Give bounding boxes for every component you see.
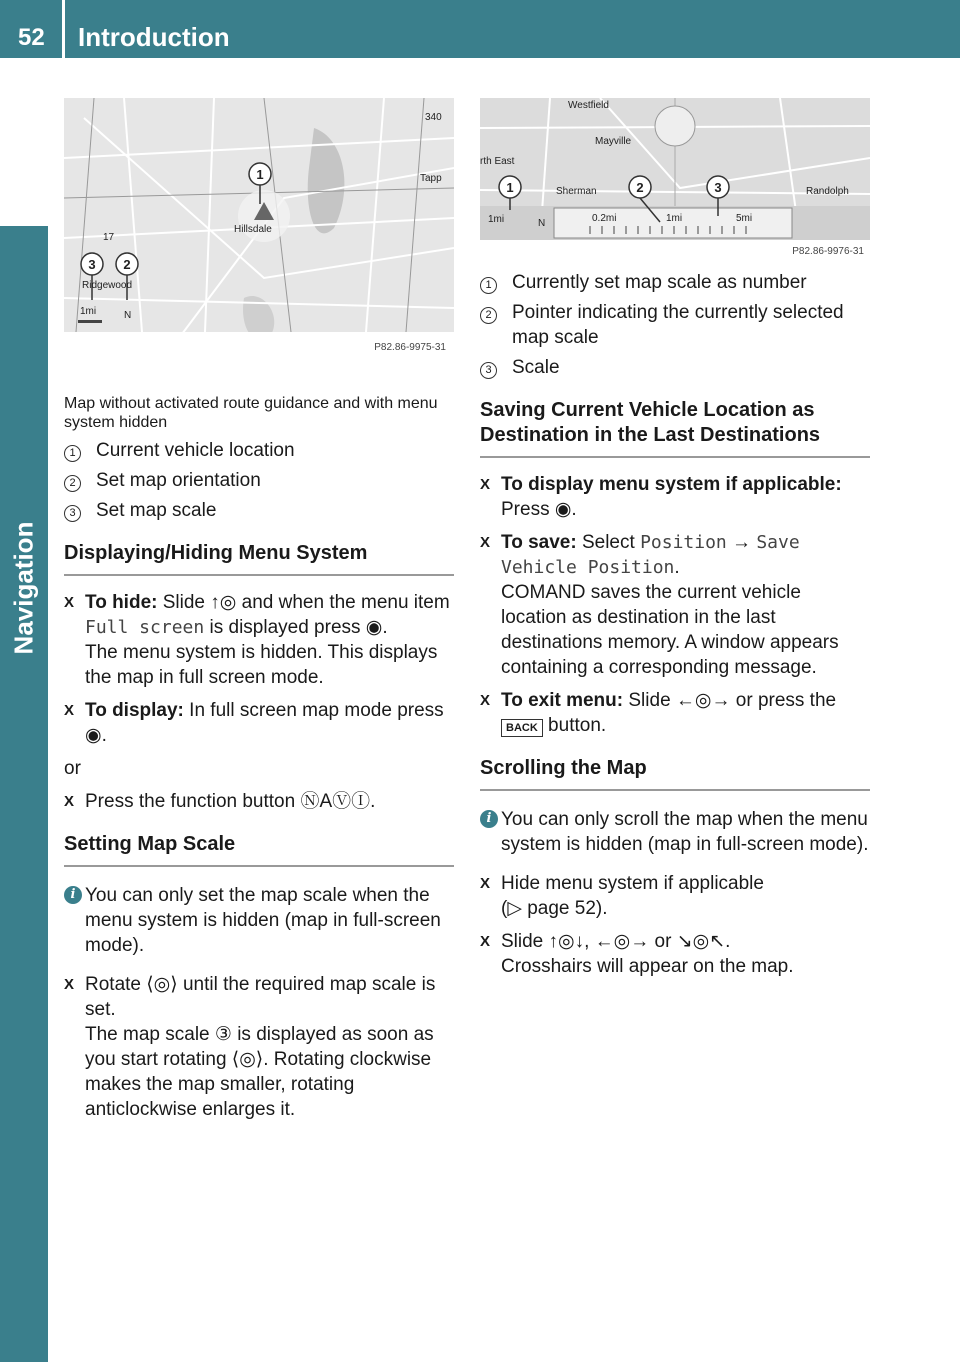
map-figure-2 bbox=[480, 98, 870, 260]
step-slide bbox=[480, 929, 870, 979]
legend-text: Set map scale bbox=[96, 500, 217, 521]
map-1-graphic bbox=[64, 98, 454, 358]
map-1-sign-340: 340 bbox=[425, 112, 442, 123]
map-2-place-sherman: Sherman bbox=[556, 186, 597, 197]
scrolling-steps bbox=[480, 871, 870, 979]
back-key-icon: BACK bbox=[501, 719, 543, 737]
step-lead: To display menu system if applicable: bbox=[501, 474, 842, 495]
section-title-map-scale: Setting Map Scale bbox=[64, 832, 454, 867]
menu-system-steps bbox=[64, 590, 454, 748]
map-2-place-westfield: Westfield bbox=[568, 100, 609, 111]
menu-item-text: Position bbox=[640, 532, 727, 553]
step-display bbox=[64, 698, 454, 748]
legend-item bbox=[64, 498, 454, 523]
step-text: Select bbox=[576, 532, 641, 553]
legend-number: 1 bbox=[64, 445, 81, 462]
or-text: or bbox=[64, 758, 81, 779]
step-result: The menu system is hidden. This displays the map in full screen mode. bbox=[85, 642, 438, 688]
legend-number: 2 bbox=[480, 307, 497, 324]
map-2-legend bbox=[480, 270, 870, 380]
step-text: Slide ↑◎↓, ←◎→ or ↘◎↖. bbox=[501, 931, 731, 952]
step-text: Slide ←◎→ or press the bbox=[623, 690, 837, 711]
step-text: Hide menu system if applicable bbox=[501, 873, 764, 894]
step-display-menu bbox=[480, 472, 870, 522]
left-column bbox=[64, 98, 454, 1130]
step-result: COMAND saves the current vehicle location as destination in the last destinations memory. A window appears containing a corresponding message. bbox=[501, 582, 839, 678]
map-1-sign-17: 17 bbox=[103, 232, 115, 243]
step-exit-menu bbox=[480, 688, 870, 738]
map-2-place-north-east: rth East bbox=[480, 156, 515, 167]
map-2-code: P82.86-9976-31 bbox=[792, 246, 864, 257]
map-1-code: P82.86-9975-31 bbox=[374, 342, 446, 353]
map-1-marker-3: 3 bbox=[88, 257, 96, 272]
step-save bbox=[480, 530, 870, 680]
legend-item bbox=[480, 300, 870, 350]
step-lead: To display: bbox=[85, 700, 184, 721]
info-note bbox=[480, 807, 870, 857]
right-column bbox=[480, 98, 870, 987]
step-result: Crosshairs will appear on the map. bbox=[501, 956, 794, 977]
step-hide-menu bbox=[480, 871, 870, 921]
legend-text: Pointer indicating the currently selected map scale bbox=[512, 302, 844, 348]
legend-number: 1 bbox=[480, 277, 497, 294]
menu-item-text: Full screen bbox=[85, 617, 205, 638]
step-lead: To hide: bbox=[85, 592, 158, 613]
info-note bbox=[64, 883, 454, 958]
map-1-legend bbox=[64, 438, 454, 523]
map-2-graphic bbox=[480, 98, 870, 260]
info-icon: i bbox=[64, 886, 82, 904]
arrow-text: → bbox=[726, 532, 757, 553]
map-2-marker-2: 2 bbox=[636, 180, 644, 195]
step-text: Press ◉. bbox=[501, 499, 577, 520]
legend-item bbox=[480, 355, 870, 380]
map-1-marker-1: 1 bbox=[256, 167, 264, 182]
section-title-save-location: Saving Current Vehicle Location as Destination in the Last Destinations bbox=[480, 398, 870, 458]
map-1-place-hillsdale: Hillsdale bbox=[234, 224, 272, 235]
legend-item bbox=[480, 270, 870, 295]
side-tab-label: Navigation bbox=[8, 521, 39, 655]
step-rotate bbox=[64, 972, 454, 1122]
legend-text: Currently set map scale as number bbox=[512, 272, 807, 293]
legend-number: 2 bbox=[64, 475, 81, 492]
step-text: is displayed press ◉. bbox=[204, 617, 388, 638]
map-scale-steps bbox=[64, 972, 454, 1122]
info-icon: i bbox=[480, 810, 498, 828]
step-text: In full screen map mode press ◉. bbox=[85, 700, 444, 746]
header-divider bbox=[62, 0, 65, 58]
map-1-scale-label: 1mi bbox=[80, 306, 97, 317]
legend-number: 3 bbox=[64, 505, 81, 522]
map-2-marker-1: 1 bbox=[506, 180, 514, 195]
map-1-caption: Map without activated route guidance and with menu system hidden bbox=[64, 395, 438, 431]
map-2-place-mayville: Mayville bbox=[595, 136, 632, 147]
legend-number: 3 bbox=[480, 362, 497, 379]
legend-item bbox=[64, 468, 454, 493]
legend-text: Scale bbox=[512, 357, 560, 378]
step-result: The map scale ③ is displayed as soon as you start rotating ⟨◎⟩. Rotating clockwise makes the map smaller, rotating anticlockwise enlarges it. bbox=[85, 1024, 434, 1120]
save-location-steps bbox=[480, 472, 870, 738]
legend-item bbox=[64, 438, 454, 463]
step-text: Rotate ⟨◎⟩ until the required map scale is set. bbox=[85, 974, 436, 1020]
map-2-scale-number: 1mi bbox=[488, 214, 505, 225]
map-1-place-tapp: Tapp bbox=[420, 173, 442, 184]
step-lead: To exit menu: bbox=[501, 690, 624, 711]
map-1-place-ridgewood: Ridgewood bbox=[82, 280, 133, 291]
map-2-orientation-label: N bbox=[538, 218, 546, 229]
map-1-orientation-label: N bbox=[124, 310, 132, 321]
map-2-scale-value-2: 1mi bbox=[666, 213, 683, 224]
page-reference: (▷ page 52). bbox=[501, 898, 608, 919]
map-figure-1 bbox=[64, 98, 454, 358]
step-hide bbox=[64, 590, 454, 690]
step-text: button. bbox=[542, 715, 607, 736]
section-title-scrolling: Scrolling the Map bbox=[480, 756, 870, 791]
info-text: You can only scroll the map when the menu system is hidden (map in full-screen mode). bbox=[501, 809, 869, 855]
step-text: . bbox=[674, 557, 680, 578]
step-function-button: X Press the function button ⓃAⓋⒾ. bbox=[64, 789, 454, 814]
map-2-marker-3: 3 bbox=[714, 180, 722, 195]
map-2-scale-value-1: 0.2mi bbox=[592, 213, 617, 224]
legend-text: Set map orientation bbox=[96, 470, 261, 491]
chapter-title: Introduction bbox=[78, 22, 230, 52]
legend-text: Current vehicle location bbox=[96, 440, 295, 461]
map-1-marker-2: 2 bbox=[123, 257, 131, 272]
page-header bbox=[0, 0, 960, 58]
page-number: 52 bbox=[18, 24, 45, 51]
map-2-scale-value-3: 5mi bbox=[736, 213, 753, 224]
side-tab bbox=[0, 226, 48, 1362]
menu-item-text: Save Vehicle Position bbox=[501, 532, 800, 578]
step-text: Slide ↑◎ and when the menu item bbox=[157, 592, 450, 613]
info-text: You can only set the map scale when the menu system is hidden (map in full-screen mode). bbox=[85, 885, 441, 956]
section-title-menu-system: Displaying/Hiding Menu System bbox=[64, 541, 454, 576]
step-lead: To save: bbox=[501, 532, 577, 553]
menu-system-steps-2 bbox=[64, 789, 454, 814]
map-2-place-randolph: Randolph bbox=[806, 186, 849, 197]
